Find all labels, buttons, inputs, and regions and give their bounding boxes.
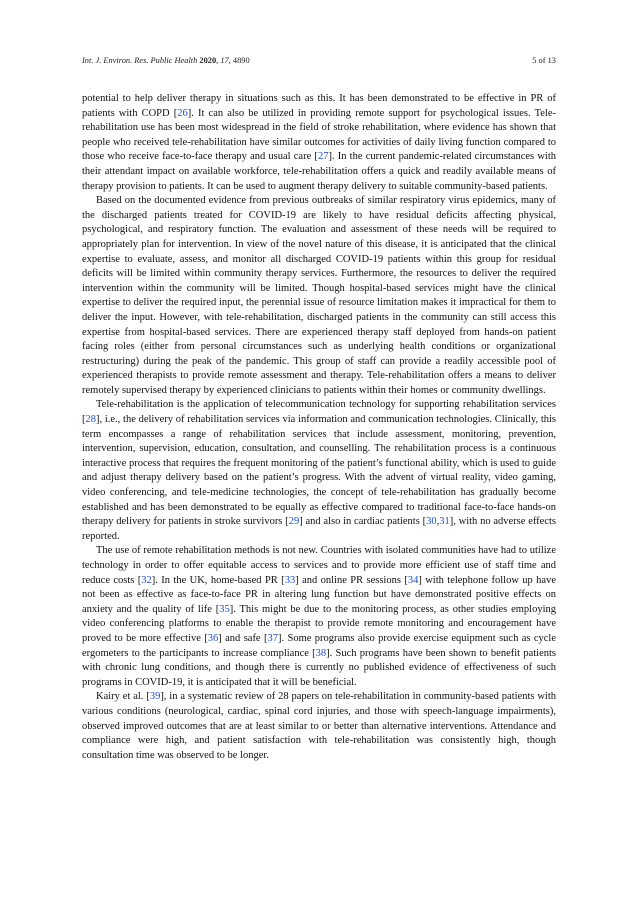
- citation-link[interactable]: 38: [315, 647, 327, 659]
- paragraph-text: ] and also in cardiac patients [: [299, 516, 427, 528]
- page-number: 5 of 13: [532, 56, 556, 65]
- paragraph-text: ], i.e., the delivery of rehabilitation services via information and communication technologies. Clinically, this term encompasses a range of rehabilitation services that include assessment, monitoring, prevention, intervention, supervision, education, consultation, and counselling. The rehabilitation process is a continuous interactive process that requires the frequent monitoring of the patient’s functional ability, which is used to guide and adjust therapy delivery based on the patient’s progress. With the advent of virtual reality, video gaming, video conferencing, and tele-medicine technologies, the concept of tele-rehabilitation has gradually become established and has been demonstrated to be equally as effective compared to traditional face-to-face hands-on therapy delivery for patients in stroke survivors [: [82, 414, 556, 528]
- paragraph-text: Kairy et al. [: [96, 691, 150, 703]
- paragraph-text: ], in a systematic review of 28 papers on tele-rehabilitation in community-based patients with various conditions (neurological, cardiac, spinal cord injuries, and those with speech-language impairments), observed improved outcomes that are at least similar to or better than alternative interventions. Attendance and compliance were high, and patient satisfaction with tele-rehabilitation was consistently high, though consultation time was observed to be longer.: [82, 691, 556, 761]
- paragraph-text: ] and safe [: [218, 632, 268, 644]
- paragraph: [82, 194, 556, 398]
- paragraph-text: ,: [436, 516, 440, 528]
- paragraph-text: potential to help deliver therapy in situations such as this. It has been demonstrated to be effective in PR of patients with COPD [: [82, 93, 556, 119]
- paragraph: [82, 690, 556, 763]
- paragraph-text: ] with telephone follow up have not been as effective as face-to-face PR in altering lung function but have demonstrated positive effects on anxiety and the quality of life [: [82, 574, 557, 615]
- paragraph-text: ] and online PR sessions [: [295, 574, 408, 586]
- paragraph-text: The use of remote rehabilitation methods is not new. Countries with isolated communities have had to utilize technology in order to offer equitable access to services and to provide more efficient use of staff time and reduce costs [: [82, 545, 556, 586]
- paragraph-text: Tele-rehabilitation is the application of telecommunication technology for supporting rehabilitation services [: [82, 399, 556, 426]
- citation-link[interactable]: 28: [85, 414, 96, 426]
- journal-name: Int. J. Environ. Res. Public Health: [82, 56, 198, 65]
- citation-link[interactable]: 36: [207, 632, 219, 644]
- article-body: [82, 92, 556, 763]
- paragraph-text: Based on the documented evidence from previous outbreaks of similar respiratory virus epidemics, many of the discharged patients treated for COVID-19 are likely to have residual deficits affecting physical, psychological, and respiratory function. The evaluation and assessment of these needs will be required to appropriately plan for intervention. In view of the novel nature of this disease, it is anticipated that the clinical expertise to evaluate, assess, and monitor all discharged COVID-19 patients within this group for residual deficits will be limited within community therapy services. Furthermore, the resources to deliver the required intervention within the community will be limited. Though hospital-based services might have the clinical expertise to deliver the required input, the perennial issue of resource limitation makes it impractical for them to deliver the input. However, with tele-rehabilitation, discharged patients in the community can still access this expertise from hospital-based services. There are experienced therapy staff deployed from hands-on patient facing roles (either from personal circumstances such as underlying health conditions or organizational restructuring) during the peak of the pandemic. This group of staff can provide a readily accessible pool of experienced therapists to provide remote assessment and therapy. Tele-rehabilitation offers a means to deliver remotely supervised therapy by experienced clinicians to patients within their homes or community dwellings.: [82, 195, 556, 396]
- paragraph-text: ]. This might be due to the monitoring process, as other studies employing video conferencing platforms to enable the therapist to provide remote monitoring and encouragement have proved to be more effective [: [82, 603, 556, 644]
- paragraph: [82, 92, 556, 194]
- paragraph-text: ]. Some programs also provide exercise equipment such as cycle ergometers to the participants to increase compliance [: [82, 632, 556, 659]
- paragraph-text: ]. It can also be utilized in providing remote support for psychological issues. Tele-rehabilitation use has been most widespread in the field of stroke rehabilitation, where evidence has shown that people who received tele-rehabilitation have similar outcomes for activities of daily living function compared to those who receive face-to-face therapy and usual care [: [82, 107, 556, 163]
- article-number: , 4890: [228, 56, 250, 65]
- citation-link[interactable]: 33: [284, 574, 296, 586]
- journal-year: 2020: [199, 56, 217, 65]
- running-header: [82, 56, 556, 70]
- paragraph: [82, 398, 556, 544]
- journal-volume: 17: [220, 56, 229, 65]
- citation-link[interactable]: 37: [267, 632, 278, 644]
- citation-link[interactable]: 30: [426, 516, 437, 528]
- citation-link[interactable]: 26: [177, 107, 188, 119]
- citation-link[interactable]: 35: [219, 603, 230, 615]
- paragraph-text: ], with no adverse effects reported.: [82, 516, 556, 542]
- citation-link[interactable]: 27: [317, 151, 329, 163]
- citation-link[interactable]: 34: [407, 574, 419, 586]
- citation-link[interactable]: 31: [439, 516, 450, 528]
- paragraph-text: ]. In the UK, home-based PR [: [151, 574, 285, 586]
- paragraph-text: ]. Such programs have been shown to benefit patients with chronic lung conditions, and though there is currently no published evidence of effectiveness of such programs in COVID-19, it is anticipated that it will be beneficial.: [82, 647, 556, 688]
- citation-link[interactable]: 39: [149, 691, 161, 703]
- paragraph-text: ]. In the current pandemic-related circumstances with their attendant impact on available workforce, tele-rehabilitation offers a quick and readily available means of therapy provision to patients. It can be used to augment therapy delivery to suitable community-based patients.: [82, 151, 556, 192]
- citation-link[interactable]: 32: [141, 574, 152, 586]
- paragraph: [82, 544, 556, 690]
- journal-citation: Int. J. Environ. Res. Public Health 2020, 17, 4890: [82, 56, 250, 65]
- citation-link[interactable]: 29: [288, 516, 300, 528]
